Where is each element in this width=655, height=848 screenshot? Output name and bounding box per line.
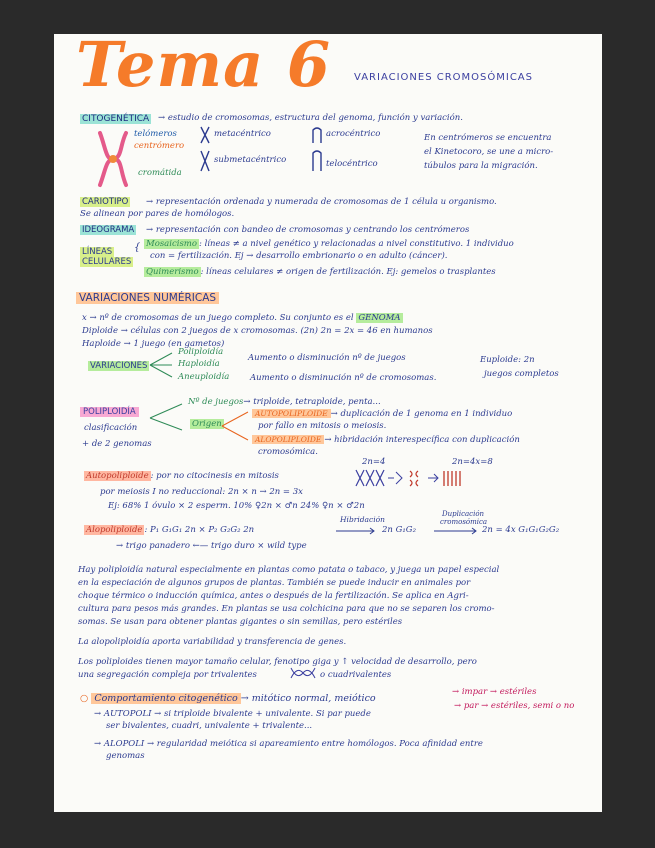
impar-branch: → impar → estériles xyxy=(452,687,537,697)
kinetocoro-note-3: túbulos para la migración. xyxy=(424,161,538,171)
citogenetica-definition: → estudio de cromosomas, estructura del genoma, función y variación. xyxy=(158,113,463,123)
alopoli-comportamiento-line-1: → ALOPOLI → regularidad meiótica si apareamiento entre homólogos. Poca afinidad entre xyxy=(94,739,483,749)
duplicacion-arrow-icon xyxy=(434,528,478,534)
poliploidia-branch-arrows-icon xyxy=(150,400,186,436)
label-telomeros: telómeros xyxy=(134,129,177,139)
origen-branch-arrows-icon xyxy=(222,410,250,442)
alopoliploide-detail-line-1: Alopoliploide : P₁ G₁G₁ 2n × P₂ G₂G₂ 2n xyxy=(86,525,255,535)
mitosis-chromosomes-icon xyxy=(354,468,464,490)
citogenetica-heading: CITOGENÉTICA xyxy=(82,114,150,124)
alopoliploide-detail-line-2: → trigo panadero ←— trigo duro × wild type xyxy=(116,541,307,551)
two-n-four-x-label: 2n=4x=8 xyxy=(452,457,493,467)
origen-label: Origen xyxy=(192,419,222,429)
duplicacion-label-1: Duplicación xyxy=(442,510,485,518)
paragraph-1-line-5: somas. Se usan para obtener plantas gigantes o sin semillas, pero estériles xyxy=(78,617,403,627)
alopoli-comportamiento-line-2: genomas xyxy=(106,751,145,761)
aumento-cromosomas: Aumento o disminución nº de cromosomas. xyxy=(250,373,437,383)
mas-genomas-label: + de 2 genomas xyxy=(82,439,152,449)
paragraph-1-line-1: Hay poliploidía natural especialmente en plantas como patata o tabaco, y juega un papel especial xyxy=(78,565,500,575)
acrocentric-chromosome-icon xyxy=(312,126,322,144)
paragraph-1-line-4: cultura para pesos más grandes. En plantas se usa colchicina para que no se separen los cromo- xyxy=(78,604,495,614)
mosaicismo-line-2: con = fertilización. Ej → desarrollo embrionario o en adulto (cáncer). xyxy=(150,251,448,261)
variaciones-branch-arrows-icon xyxy=(150,350,174,380)
notebook-page xyxy=(54,34,602,812)
euploide-line-1: Euploide: 2n xyxy=(480,355,535,365)
cariotipo-heading: CARIOTIPO xyxy=(82,197,129,207)
x-definition-line: x → nº de cromosomas de un juego completo. Su conjunto es el GENOMA xyxy=(82,313,401,323)
variaciones-numericas-heading: VARIACIONES NUMÉRICAS xyxy=(76,292,219,304)
aneuploidia-item: Aneuploidía xyxy=(178,372,230,382)
duplicacion-label-2: cromosómica xyxy=(440,518,488,526)
euploide-line-2: juegos completos xyxy=(484,369,559,379)
two-n-four-label: 2n=4 xyxy=(362,457,386,467)
paragraph-2: La alopoliploidía aporta variabilidad y transferencia de genes. xyxy=(78,637,347,647)
chromosome-diagram-icon xyxy=(94,131,130,187)
haploidia-item: Haploidía xyxy=(178,359,220,369)
quimerismo-line-1: Quimerismo : líneas celulares ≠ origen de fertilización. Ej: gemelos o trasplantes xyxy=(146,267,496,277)
autopoliploide-detail-line-2: por meiosis I no reduccional: 2n × n → 2n = 3x xyxy=(100,487,303,497)
paragraph-1-line-2: en la especiación de algunos grupos de plantas. También se puede inducir en animales por xyxy=(78,578,471,588)
lineas-celulares-heading: LÍNEAS CELULARES xyxy=(82,247,132,267)
cariotipo-line-2: Se alinean por pares de homólogos. xyxy=(80,209,235,219)
ideograma-heading: IDEOGRAMA xyxy=(82,225,135,235)
aumento-juegos: Aumento o disminución nº de juegos xyxy=(248,353,406,363)
haploide-line: Haploide → 1 juego (en gametos) xyxy=(82,339,225,349)
poliploidia-heading: POLIPLOIDÍA xyxy=(80,408,139,418)
trivalent-pairing-icon xyxy=(290,666,316,680)
alopoliploide-line-2: cromosómica. xyxy=(258,447,318,457)
label-cromatida: cromátida xyxy=(138,168,182,178)
hibridacion-label: Hibridación xyxy=(340,515,385,524)
variaciones-label: VARIACIONES xyxy=(90,361,148,371)
hibridacion-arrow-icon xyxy=(336,528,376,534)
hibrido-label: 2n G₁G₂ xyxy=(382,525,416,535)
autopoli-comportamiento-line-2: ser bivalentes, cuadri, univalente + trivalente... xyxy=(106,721,313,731)
alopoliploide-line-1: ALOPOLIPLOIDE → hibridación interespecífica con duplicación xyxy=(252,436,520,446)
label-submetacentrico: submetacéntrico xyxy=(214,155,287,165)
poliploidia-item: Poliploidía xyxy=(178,347,224,357)
label-centromero: centrómero xyxy=(134,141,185,151)
autopoliploide-detail-line-1: Autopoliploide : por no citocinesis en mitosis xyxy=(86,471,279,481)
comportamiento-heading: ○ Comportamiento citogenético → mitótico normal, meiótico xyxy=(80,693,376,704)
autopoliploide-detail-line-3: Ej: 68% 1 óvulo × 2 esperm. 10% ♀2n × ♂n 24% ♀n × ♂2n xyxy=(108,501,365,511)
page-subtitle: VARIACIONES CROMOSÓMICAS xyxy=(354,72,533,83)
n-juegos-line: Nº de juegos→ triploide, tetraploide, penta... xyxy=(188,397,381,407)
cariotipo-line-1: → representación ordenada y numerada de cromosomas de 1 célula u organismo. xyxy=(146,197,497,207)
alopoliploide-result: 2n = 4x G₁G₁G₂G₂ xyxy=(482,525,560,535)
autopoli-comportamiento-line-1: → AUTOPOLI → si triploide bivalente + univalente. Si par puede xyxy=(94,709,371,719)
lineas-brace: { xyxy=(134,242,141,253)
paragraph-1-line-3: choque térmico o inducción química, antes o después de la fertilización. Se aplica en Agri- xyxy=(78,591,469,601)
diploide-line: Diploide → células con 2 juegos de x cromosomas. (2n) 2n = 2x = 46 en humanos xyxy=(82,326,433,336)
label-telocentrico: telocéntrico xyxy=(326,159,378,169)
paragraph-3-line-2: una segregación compleja por trivalentes xyxy=(78,670,257,680)
mosaicismo-line-1: Mosaicismo : líneas ≠ a nivel genético y relacionadas a nivel constitutivo. 1 individuo xyxy=(146,239,514,249)
autopoliploide-line-1: AUTOPOLIPLOIDE → duplicación de 1 genoma en 1 individuo xyxy=(252,410,512,420)
par-branch: → par → estériles, semi o no xyxy=(454,701,575,711)
paragraph-3-line-1: Los poliploides tienen mayor tamaño celular, fenotipo giga y ↑ velocidad de desarrollo, pero xyxy=(78,657,477,667)
paragraph-3-line-3: o cuadrivalentes xyxy=(320,670,392,680)
label-acrocentrico: acrocéntrico xyxy=(326,129,381,139)
label-metacentrico: metacéntrico xyxy=(214,129,271,139)
telocentric-chromosome-icon xyxy=(312,150,322,172)
kinetocoro-note-2: el Kinetocoro, se une a micro- xyxy=(424,147,554,157)
submetacentric-chromosome-icon xyxy=(200,150,210,172)
clasificacion-label: clasificación xyxy=(84,423,138,433)
page-title: Tema 6 xyxy=(76,34,331,101)
autopoliploide-line-2: por fallo en mitosis o meiosis. xyxy=(258,421,387,431)
ideograma-line-1: → representación con bandeo de cromosomas y centrando los centrómeros xyxy=(146,225,470,235)
kinetocoro-note-1: En centrómeros se encuentra xyxy=(424,133,552,143)
metacentric-chromosome-icon xyxy=(200,126,210,144)
